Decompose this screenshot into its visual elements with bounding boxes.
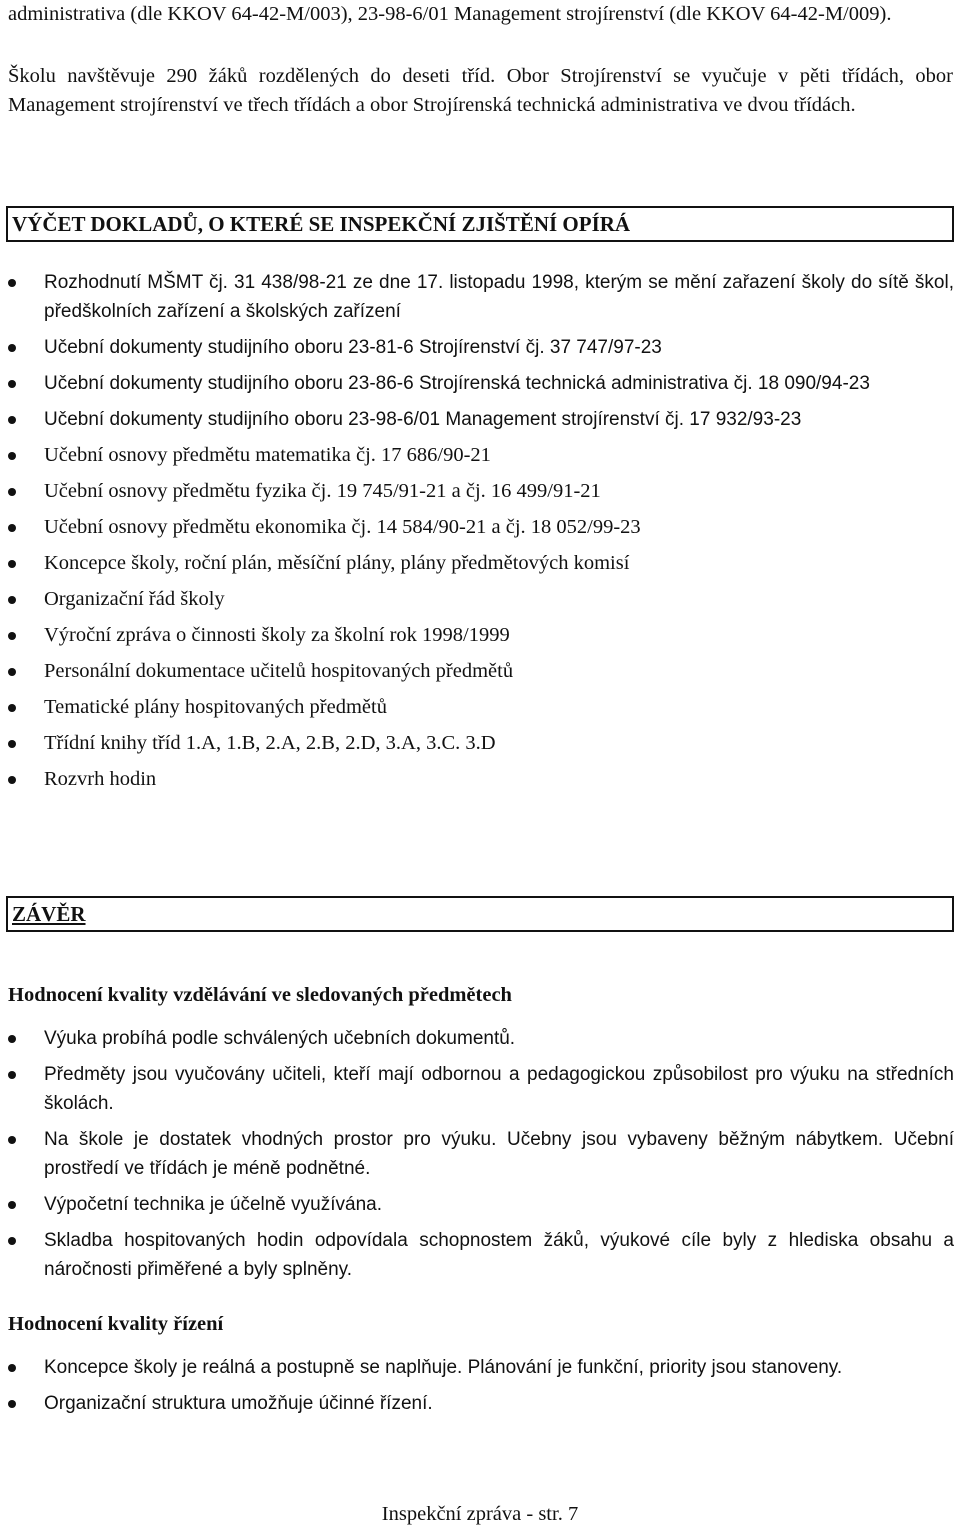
bullet-icon bbox=[8, 452, 16, 460]
bullet-icon bbox=[8, 1237, 16, 1245]
bullet-icon bbox=[8, 1201, 16, 1209]
list-item: Koncepce školy, roční plán, měsíční plány, plány předmětových komisí bbox=[0, 549, 960, 578]
conclusion-heading: ZÁVĚR bbox=[6, 896, 954, 932]
management-quality-list bbox=[0, 1353, 960, 1425]
list-item: Učební dokumenty studijního oboru 23-98-6/01 Management strojírenství čj. 17 932/93-23 bbox=[0, 405, 960, 434]
bullet-icon bbox=[8, 1035, 16, 1043]
list-item: Učební osnovy předmětu matematika čj. 17 686/90-21 bbox=[0, 441, 960, 470]
list-item: Učební dokumenty studijního oboru 23-86-6 Strojírenská technická administrativa čj. 18 090/94-23 bbox=[0, 369, 960, 398]
education-quality-list bbox=[0, 1024, 960, 1291]
bullet-icon bbox=[8, 1136, 16, 1144]
list-item: Učební dokumenty studijního oboru 23-81-6 Strojírenství čj. 37 747/97-23 bbox=[0, 333, 960, 362]
bullet-icon bbox=[8, 560, 16, 568]
list-item: Na škole je dostatek vhodných prostor pro výuku. Učebny jsou vybaveny běžným nábytkem. Učební prostředí ve třídách je méně podnětné. bbox=[0, 1125, 960, 1183]
list-item: Personální dokumentace učitelů hospitovaných předmětů bbox=[0, 657, 960, 686]
list-item: Učební osnovy předmětu fyzika čj. 19 745/91-21 a čj. 16 499/91-21 bbox=[0, 477, 960, 506]
bullet-icon bbox=[8, 416, 16, 424]
list-item: Koncepce školy je reálná a postupně se naplňuje. Plánování je funkční, priority jsou stanoveny. bbox=[0, 1353, 960, 1382]
list-item: Výroční zpráva o činnosti školy za školní rok 1998/1999 bbox=[0, 621, 960, 650]
management-quality-heading: Hodnocení kvality řízení bbox=[8, 1313, 224, 1335]
bullet-icon bbox=[8, 380, 16, 388]
list-item: Skladba hospitovaných hodin odpovídala schopnostem žáků, výukové cíle byly z hlediska obsahu a náročnosti přiměřené a byly splněny. bbox=[0, 1226, 960, 1284]
bullet-icon bbox=[8, 1400, 16, 1408]
intro-paragraph: Školu navštěvuje 290 žáků rozdělených do deseti tříd. Obor Strojírenství se vyučuje v pěti třídách, obor Management strojírenství ve třech třídách a obor Strojírenská technická administrativa ve dvou třídách. bbox=[8, 65, 953, 116]
bullet-icon bbox=[8, 1071, 16, 1079]
education-quality-heading: Hodnocení kvality vzdělávání ve sledovaných předmětech bbox=[8, 984, 512, 1006]
list-item: Rozvrh hodin bbox=[0, 765, 960, 794]
evidence-heading: VÝČET DOKLADŮ, O KTERÉ SE INSPEKČNÍ ZJIŠTĚNÍ OPÍRÁ bbox=[6, 206, 954, 242]
page-footer: Inspekční zpráva - str. 7 bbox=[381, 1503, 579, 1525]
list-item: Výuka probíhá podle schválených učebních dokumentů. bbox=[0, 1024, 960, 1053]
bullet-icon bbox=[8, 704, 16, 712]
bullet-icon bbox=[8, 596, 16, 604]
list-item: Rozhodnutí MŠMT čj. 31 438/98-21 ze dne 17. listopadu 1998, kterým se mění zařazení školy do sítě škol, předškolních zařízení a školských zařízení bbox=[0, 268, 960, 326]
evidence-list bbox=[0, 268, 960, 801]
bullet-icon bbox=[8, 632, 16, 640]
list-item: Tematické plány hospitovaných předmětů bbox=[0, 693, 960, 722]
bullet-icon bbox=[8, 776, 16, 784]
list-item: Třídní knihy tříd 1.A, 1.B, 2.A, 2.B, 2.D, 3.A, 3.C. 3.D bbox=[0, 729, 960, 758]
bullet-icon bbox=[8, 279, 16, 287]
list-item: Organizační řád školy bbox=[0, 585, 960, 614]
list-item: Výpočetní technika je účelně využívána. bbox=[0, 1190, 960, 1219]
bullet-icon bbox=[8, 524, 16, 532]
intro-line: administrativa (dle KKOV 64-42-M/003), 23-98-6/01 Management strojírenství (dle KKOV 64-42-M/009). bbox=[8, 3, 892, 25]
bullet-icon bbox=[8, 668, 16, 676]
bullet-icon bbox=[8, 488, 16, 496]
list-item: Organizační struktura umožňuje účinné řízení. bbox=[0, 1389, 960, 1418]
list-item: Předměty jsou vyučovány učiteli, kteří mají odbornou a pedagogickou způsobilost pro výuku na středních školách. bbox=[0, 1060, 960, 1118]
bullet-icon bbox=[8, 740, 16, 748]
bullet-icon bbox=[8, 344, 16, 352]
list-item: Učební osnovy předmětu ekonomika čj. 14 584/90-21 a čj. 18 052/99-23 bbox=[0, 513, 960, 542]
bullet-icon bbox=[8, 1364, 16, 1372]
